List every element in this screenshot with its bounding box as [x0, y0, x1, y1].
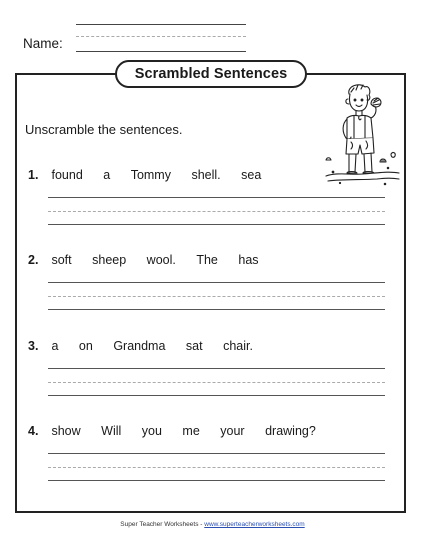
scrambled-word: sheep — [92, 253, 127, 267]
scrambled-word: shell. — [191, 168, 221, 182]
scrambled-word: a — [51, 339, 59, 353]
answer-line-mid — [48, 296, 385, 297]
scrambled-word: you — [141, 424, 162, 438]
answer-line-top[interactable] — [48, 368, 385, 369]
scrambled-word: found — [51, 168, 83, 182]
answer-line-bottom — [48, 395, 385, 396]
answer-line-bottom — [48, 309, 385, 310]
scrambled-word: a — [103, 168, 111, 182]
scrambled-word: your — [220, 424, 245, 438]
scrambled-word: sea — [241, 168, 262, 182]
answer-line-top[interactable] — [48, 197, 385, 198]
footer-separator: - — [200, 521, 203, 528]
scrambled-word: The — [196, 253, 218, 267]
scrambled-word: Tommy — [130, 168, 171, 182]
scrambled-word: on — [78, 339, 93, 353]
question-number: 2. — [28, 253, 39, 267]
question-number: 3. — [28, 339, 39, 353]
footer-website-link[interactable]: www.superteacherworksheets.com — [204, 521, 305, 528]
answer-line-mid — [48, 382, 385, 383]
footer-brand: Super Teacher Worksheets — [120, 521, 199, 528]
question-4 — [28, 424, 333, 438]
scrambled-word: Grandma — [113, 339, 166, 353]
answer-line-bottom — [48, 224, 385, 225]
scrambled-word: sat — [185, 339, 203, 353]
scrambled-word: has — [238, 253, 259, 267]
scrambled-word: wool. — [146, 253, 176, 267]
question-number: 1. — [28, 168, 39, 182]
scrambled-word: show — [51, 424, 81, 438]
boy-with-shell-illustration — [325, 82, 400, 187]
answer-line-top[interactable] — [48, 282, 385, 283]
name-writing-lines[interactable] — [76, 18, 246, 54]
answer-line-top[interactable] — [48, 453, 385, 454]
scrambled-word: me — [182, 424, 200, 438]
answer-line-mid — [48, 211, 385, 212]
scrambled-word: chair. — [223, 339, 253, 353]
question-number: 4. — [28, 424, 39, 438]
name-line-mid — [76, 36, 246, 37]
name-line-bottom — [76, 51, 246, 52]
worksheet-title: Scrambled Sentences — [115, 60, 307, 88]
scrambled-word: soft — [51, 253, 72, 267]
question-3 — [28, 339, 270, 353]
scrambled-word: Will — [101, 424, 122, 438]
question-2 — [28, 253, 276, 267]
question-1 — [28, 168, 278, 182]
footer — [0, 521, 425, 528]
answer-line-bottom — [48, 480, 385, 481]
name-line-top — [76, 24, 246, 25]
answer-line-mid — [48, 467, 385, 468]
name-label: Name: — [23, 36, 63, 51]
scrambled-word: drawing? — [265, 424, 316, 438]
instructions-text: Unscramble the sentences. — [25, 122, 183, 137]
